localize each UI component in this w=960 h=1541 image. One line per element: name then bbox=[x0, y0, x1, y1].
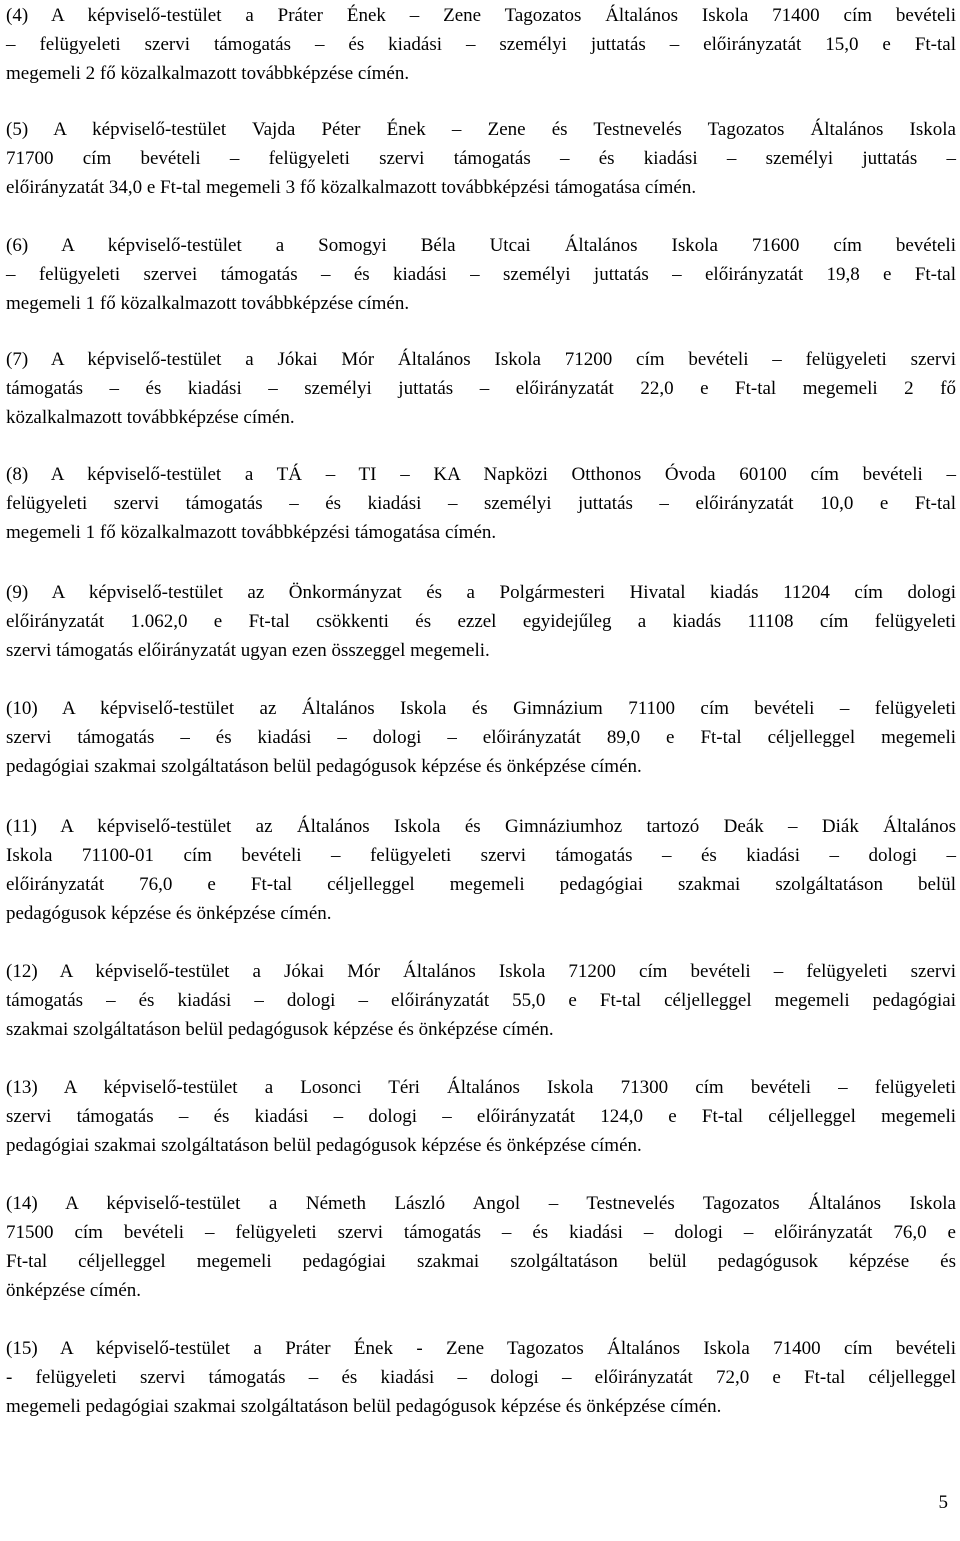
document-page bbox=[6, 0, 956, 1541]
paragraph-line: - felügyeleti szervi támogatás – és kiadási – dologi – előirányzatát 72,0 e Ft-tal céljelleggel bbox=[6, 1367, 956, 1388]
paragraph-line: megemeli 1 fő közalkalmazott továbbképzése címén. bbox=[6, 293, 410, 314]
paragraph-line: szervi támogatás – és kiadási – dologi – előirányzatát 124,0 e Ft-tal céljelleggel megemeli bbox=[6, 1106, 956, 1127]
paragraph-line: (11) A képviselő-testület az Általános Iskola és Gimnáziumhoz tartozó Deák – Diák Általános bbox=[6, 816, 956, 837]
paragraph-line: pedagógiai szakmai szolgáltatáson belül pedagógusok képzése és önképzése címén. bbox=[6, 1135, 642, 1156]
paragraph-line: (6) A képviselő-testület a Somogyi Béla Utcai Általános Iskola 71600 cím bevételi bbox=[6, 235, 956, 256]
paragraph-line: (14) A képviselő-testület a Németh László Angol – Testnevelés Tagozatos Általános Iskola bbox=[6, 1193, 956, 1214]
paragraph-line: megemeli 1 fő közalkalmazott továbbképzési támogatása címén. bbox=[6, 522, 497, 543]
paragraph-line: Ft-tal céljelleggel megemeli pedagógiai szakmai szolgáltatáson belül pedagógusok képzése és bbox=[6, 1251, 956, 1272]
paragraph-line: – felügyeleti szervei támogatás – és kiadási – személyi juttatás – előirányzatát 19,8 e Ft-tal bbox=[6, 264, 956, 285]
paragraph-line: pedagógusok képzése és önképzése címén. bbox=[6, 903, 332, 924]
paragraph-line: megemeli pedagógiai szakmai szolgáltatáson belül pedagógusok képzése és önképzése címén. bbox=[6, 1396, 722, 1417]
paragraph-line: támogatás – és kiadási – személyi juttatás – előirányzatát 22,0 e Ft-tal megemeli 2 fő bbox=[6, 378, 956, 399]
paragraph-line: (7) A képviselő-testület a Jókai Mór Általános Iskola 71200 cím bevételi – felügyeleti szervi bbox=[6, 349, 956, 370]
paragraph-line: (8) A képviselő-testület a TÁ – TI – KA Napközi Otthonos Óvoda 60100 cím bevételi – bbox=[6, 464, 956, 485]
paragraph-line: előirányzatát 34,0 e Ft-tal megemeli 3 fő közalkalmazott továbbképzési támogatása címén. bbox=[6, 177, 697, 198]
paragraph-14 bbox=[6, 1189, 956, 1305]
paragraph-11 bbox=[6, 812, 956, 928]
paragraph-line: 71700 cím bevételi – felügyeleti szervi támogatás – és kiadási – személyi juttatás – bbox=[6, 148, 956, 169]
paragraph-line: (9) A képviselő-testület az Önkormányzat és a Polgármesteri Hivatal kiadás 11204 cím dologi bbox=[6, 582, 956, 603]
paragraph-6 bbox=[6, 231, 956, 318]
paragraph-line: (4) A képviselő-testület a Práter Ének – Zene Tagozatos Általános Iskola 71400 cím bevételi bbox=[6, 5, 956, 26]
paragraph-line: (13) A képviselő-testület a Losonci Téri Általános Iskola 71300 cím bevételi – felügyeleti bbox=[6, 1077, 956, 1098]
paragraph-15 bbox=[6, 1334, 956, 1421]
paragraph-line: (15) A képviselő-testület a Práter Ének - Zene Tagozatos Általános Iskola 71400 cím bevételi bbox=[6, 1338, 956, 1359]
paragraph-12 bbox=[6, 957, 956, 1044]
page-number: 5 bbox=[938, 1492, 948, 1513]
paragraph-7 bbox=[6, 345, 956, 432]
paragraph-line: – felügyeleti szervi támogatás – és kiadási – személyi juttatás – előirányzatát 15,0 e Ft-tal bbox=[6, 34, 956, 55]
paragraph-line: felügyeleti szervi támogatás – és kiadási – személyi juttatás – előirányzatát 10,0 e Ft-tal bbox=[6, 493, 956, 514]
paragraph-line: szervi támogatás – és kiadási – dologi – előirányzatát 89,0 e Ft-tal céljelleggel megemeli bbox=[6, 727, 956, 748]
paragraph-8 bbox=[6, 460, 956, 547]
paragraph-line: 71500 cím bevételi – felügyeleti szervi támogatás – és kiadási – dologi – előirányzatát 76,0 e bbox=[6, 1222, 956, 1243]
paragraph-line: előirányzatát 76,0 e Ft-tal céljelleggel megemeli pedagógiai szakmai szolgáltatáson belül bbox=[6, 874, 956, 895]
paragraph-4 bbox=[6, 1, 956, 88]
paragraph-line: szakmai szolgáltatáson belül pedagógusok képzése és önképzése címén. bbox=[6, 1019, 554, 1040]
paragraph-line: támogatás – és kiadási – dologi – előirányzatát 55,0 e Ft-tal céljelleggel megemeli pedagógiai bbox=[6, 990, 956, 1011]
paragraph-line: pedagógiai szakmai szolgáltatáson belül pedagógusok képzése és önképzése címén. bbox=[6, 756, 642, 777]
paragraph-line: előirányzatát 1.062,0 e Ft-tal csökkenti és ezzel egyidejűleg a kiadás 11108 cím felügyeleti bbox=[6, 611, 956, 632]
paragraph-line: önképzése címén. bbox=[6, 1280, 142, 1301]
paragraph-line: közalkalmazott továbbképzése címén. bbox=[6, 407, 295, 428]
paragraph-line: szervi támogatás előirányzatát ugyan ezen összeggel megemeli. bbox=[6, 640, 490, 661]
paragraph-13 bbox=[6, 1073, 956, 1160]
paragraph-line: (10) A képviselő-testület az Általános Iskola és Gimnázium 71100 cím bevételi – felügyeleti bbox=[6, 698, 956, 719]
paragraph-9 bbox=[6, 578, 956, 665]
paragraph-line: (12) A képviselő-testület a Jókai Mór Általános Iskola 71200 cím bevételi – felügyeleti szervi bbox=[6, 961, 956, 982]
paragraph-line: Iskola 71100-01 cím bevételi – felügyeleti szervi támogatás – és kiadási – dologi – bbox=[6, 845, 956, 866]
paragraph-5 bbox=[6, 115, 956, 202]
paragraph-line: (5) A képviselő-testület Vajda Péter Ének – Zene és Testnevelés Tagozatos Általános Iskola bbox=[6, 119, 956, 140]
paragraph-line: megemeli 2 fő közalkalmazott továbbképzése címén. bbox=[6, 63, 410, 84]
paragraph-10 bbox=[6, 694, 956, 781]
